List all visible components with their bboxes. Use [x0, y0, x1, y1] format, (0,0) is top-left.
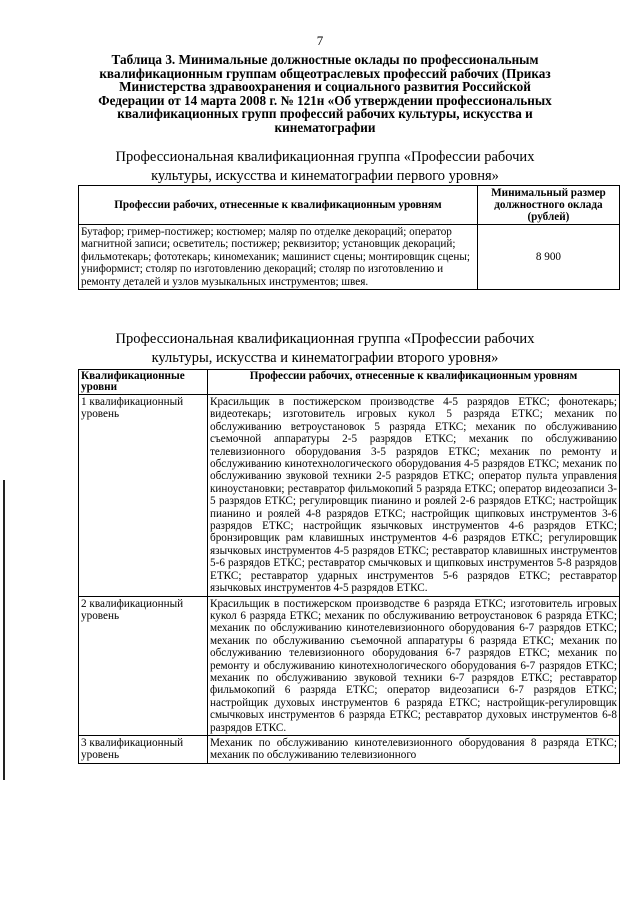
header-professions: Профессии рабочих, отнесенные к квалификационным уровням: [208, 370, 620, 395]
table-row: [79, 596, 620, 735]
level-cell: 1 квалификационный уровень: [79, 395, 208, 597]
table-header-row: [79, 370, 620, 395]
table-row: [79, 395, 620, 597]
scan-edge-line: [3, 480, 5, 780]
header-salary: Минимальный размер должностного оклада (рублей): [477, 186, 619, 225]
page-number: 7: [316, 33, 324, 48]
professions-cell: Механик по обслуживанию кинотелевизионного оборудования 8 разряда ЕТКС; механик по обслуживанию телевизионного: [208, 735, 620, 763]
table-header-row: [79, 186, 620, 225]
group1-heading: Профессиональная квалификационная группа «Профессии рабочих культуры, искусства и кинематографии первого уровня»: [115, 149, 535, 184]
header-professions: Профессии рабочих, отнесенные к квалификационным уровням: [79, 186, 478, 225]
group2-table: [78, 369, 620, 764]
level-cell: 3 квалификационный уровень: [79, 735, 208, 763]
salary-cell: 8 900: [477, 225, 619, 290]
header-levels: Квалификационные уровни: [79, 370, 208, 395]
table-row: [79, 735, 620, 763]
professions-cell: Красильщик в постижерском производстве 6 разряда ЕТКС; изготовитель игровых кукол 6 разряда ЕТКС; механик по обслуживанию ветроустановок 6 разряда ЕТКС; механик по обслуживанию кинотелевизионного оборудования 6-7 разрядов ЕТКС; механик по обслуживанию съемочной аппаратуры 6 разряда ЕТКС; механик по обслуживанию телевизионного оборудования 6-7 разрядов ЕТКС; механик по ремонту и обслуживанию кинотехнологического оборудования 6-7 разрядов ЕТКС; механик по обслуживанию звуковой техники 6-7 разрядов ЕТКС; реставратор фильмокопий 6 разряда ЕТКС; оператор видеозаписи 6-7 разрядов ЕТКС; настройщик духовых инструментов 6 разряда ЕТКС; настройщик-регулировщик смычковых инструментов 6 разряда ЕТКС; реставратор духовых инструментов 6-8 разрядов ЕТКС.: [208, 596, 620, 735]
table-title: Таблица 3. Минимальные должностные оклады по профессиональным квалификационным группам общеотраслевых профессий рабочих (Приказ Министерства здравоохранения и социального развития Российской Федерации от 14 марта 2008 г. № 121н «Об утверждении профессиональных квалификационных групп профессий рабочих культуры, искусства и кинематографии: [98, 52, 552, 135]
group2-heading: Профессиональная квалификационная группа «Профессии рабочих культуры, искусства и кинематографии второго уровня»: [115, 331, 535, 366]
table-row: [79, 225, 620, 290]
professions-cell: Красильщик в постижерском производстве 4-5 разрядов ЕТКС; фонотекарь; видеотекарь; изготовитель игровых кукол 5 разряда ЕТКС; механик по обслуживанию ветроустановок 5 разряда ЕТКС; механик по обслуживанию съемочной аппаратуры 2-5 разрядов ЕТКС; механик по обслуживанию телевизионного оборудования 3-5 разрядов ЕТКС; механик по ремонту и обслуживанию кинотехнологического оборудования 4-5 разрядов ЕТКС; механик по обслуживанию звуковой техники 2-5 разрядов ЕТКС; оператор пульта управления киноустановки; реставратор фильмокопий 5 разряда ЕТКС; оператор видеозаписи 3-5 разрядов ЕТКС; регулировщик пианино и роялей 2-6 разрядов ЕТКС; настройщик пианино и роялей 4-8 разрядов ЕТКС; настройщик щипковых инструментов 3-6 разрядов ЕТКС; настройщик язычковых инструментов 4-6 разрядов ЕТКС; бронзировщик рам клавишных инструментов 4-6 разрядов ЕТКС; регулировщик язычковых инструментов 4-5 разрядов ЕТКС; реставратор клавишных инструментов 5-6 разрядов ЕТКС; реставратор смычковых и щипковых инструментов 5-8 разрядов ЕТКС; реставратор ударных инструментов 5-6 разрядов ЕТКС; реставратор язычковых инструментов 4-5 разрядов ЕТКС.: [208, 395, 620, 597]
group1-table: [78, 185, 620, 290]
level-cell: 2 квалификационный уровень: [79, 596, 208, 735]
professions-cell: Бутафор; гример-постижер; костюмер; маляр по отделке декораций; оператор магнитной записи; осветитель; постижер; реквизитор; установщик декораций; фильмотекарь; фототекарь; киномеханик; машинист сцены; монтировщик сцены; униформист; столяр по изготовлению декораций; столяр по изготовлению и ремонту деталей и узлов музыкальных инструментов; швея.: [79, 225, 478, 290]
